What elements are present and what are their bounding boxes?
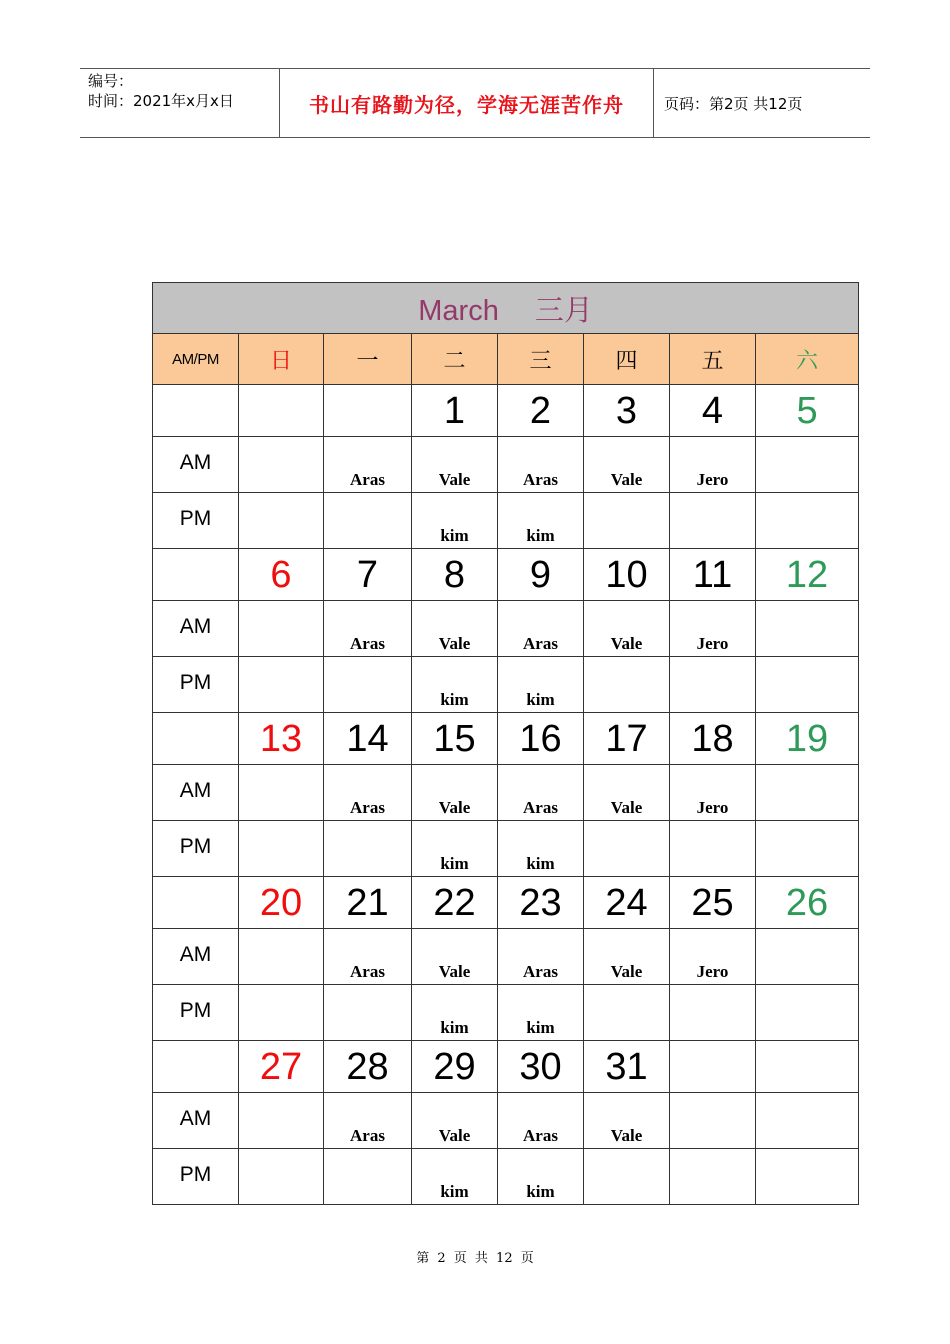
pm-assignee-cell: kim [412,493,498,549]
pm-assignee-cell [239,493,324,549]
am-assignee-cell: Aras [498,765,584,821]
pm-row [153,1149,859,1205]
month-name-cn: 三月 [534,294,593,327]
am-assignee-cell: Aras [324,765,412,821]
pm-assignee-cell [756,657,859,713]
date-cell: 2 [498,385,584,437]
date-cell: 11 [670,549,756,601]
date-cell: 26 [756,877,859,929]
pm-assignee-cell [670,1149,756,1205]
pm-assignee-cell: kim [498,493,584,549]
am-label: AM [153,1093,239,1149]
pm-assignee-cell [756,493,859,549]
week-label-cell [153,385,239,437]
am-assignee-cell [670,1093,756,1149]
date-cell: 23 [498,877,584,929]
pm-assignee-cell [670,493,756,549]
date-cell: 25 [670,877,756,929]
pm-assignee-cell [670,657,756,713]
weekday-fri: 五 [670,334,756,385]
weekday-wed: 三 [498,334,584,385]
pm-row [153,657,859,713]
am-assignee-cell: Aras [324,601,412,657]
pm-label: PM [153,985,239,1041]
pm-assignee-cell: kim [412,985,498,1041]
pm-assignee-cell [324,985,412,1041]
date-cell: 13 [239,713,324,765]
date-cell: 29 [412,1041,498,1093]
am-assignee-cell [239,929,324,985]
pm-assignee-cell: kim [412,821,498,877]
am-assignee-cell: Aras [324,929,412,985]
month-title [153,283,859,334]
doc-number: 编号： [88,72,134,90]
am-assignee-cell [239,437,324,493]
page-info: 页码：第2页 共12页 [664,94,803,113]
am-assignee-cell: Jero [670,765,756,821]
date-cell: 7 [324,549,412,601]
weekday-sun: 日 [239,334,324,385]
date-cell: 30 [498,1041,584,1093]
ampm-header: AM/PM [153,334,239,385]
motto: 书山有路勤为径，学海无涯苦作舟 [280,69,654,137]
pm-row [153,821,859,877]
pm-label: PM [153,493,239,549]
pm-assignee-cell: kim [498,821,584,877]
doc-date: 时间：2021年x月x日 [88,92,234,110]
page-footer: 第 2 页 共 12 页 [416,1251,534,1266]
date-cell [239,385,324,437]
week-label-cell [153,1041,239,1093]
pm-assignee-cell [584,985,670,1041]
date-cell [756,1041,859,1093]
pm-assignee-cell: kim [498,1149,584,1205]
pm-assignee-cell [239,821,324,877]
am-assignee-cell [756,601,859,657]
date-cell: 27 [239,1041,324,1093]
am-label: AM [153,437,239,493]
am-assignee-cell [756,1093,859,1149]
am-assignee-cell: Jero [670,929,756,985]
date-cell: 1 [412,385,498,437]
doc-meta [80,69,280,137]
pm-assignee-cell [239,1149,324,1205]
am-assignee-cell: Vale [584,437,670,493]
am-assignee-cell [239,765,324,821]
am-label: AM [153,601,239,657]
pm-assignee-cell [584,821,670,877]
pm-assignee-cell [584,493,670,549]
pm-assignee-cell [239,657,324,713]
am-assignee-cell: Aras [498,437,584,493]
am-assignee-cell [756,929,859,985]
pm-assignee-cell [584,1149,670,1205]
pm-assignee-cell [324,821,412,877]
am-row [153,929,859,985]
am-assignee-cell [239,1093,324,1149]
date-cell: 28 [324,1041,412,1093]
am-assignee-cell: Jero [670,601,756,657]
pm-assignee-cell [756,1149,859,1205]
pm-assignee-cell [324,657,412,713]
am-assignee-cell: Vale [584,765,670,821]
am-assignee-cell [756,437,859,493]
weekday-tue: 二 [412,334,498,385]
am-assignee-cell: Vale [412,765,498,821]
month-title-row [153,283,859,334]
am-assignee-cell: Aras [498,929,584,985]
week-label-cell [153,877,239,929]
am-assignee-cell: Aras [498,1093,584,1149]
date-cell: 12 [756,549,859,601]
am-assignee-cell [239,601,324,657]
am-row [153,765,859,821]
pm-assignee-cell [756,821,859,877]
pm-assignee-cell [324,493,412,549]
date-cell: 18 [670,713,756,765]
week-dates-row [153,877,859,929]
week-dates-row [153,1041,859,1093]
weekday-mon: 一 [324,334,412,385]
pm-assignee-cell [670,985,756,1041]
am-assignee-cell: Vale [412,1093,498,1149]
date-cell: 6 [239,549,324,601]
am-label: AM [153,765,239,821]
pm-assignee-cell: kim [498,985,584,1041]
am-assignee-cell: Vale [412,437,498,493]
week-dates-row [153,713,859,765]
date-cell: 10 [584,549,670,601]
date-cell: 17 [584,713,670,765]
pm-label: PM [153,657,239,713]
pm-assignee-cell [756,985,859,1041]
weekday-sat: 六 [756,334,859,385]
am-assignee-cell: Vale [412,601,498,657]
am-row [153,437,859,493]
date-cell: 5 [756,385,859,437]
pm-label: PM [153,1149,239,1205]
pm-row [153,985,859,1041]
weekday-header-row [153,334,859,385]
am-assignee-cell: Aras [324,437,412,493]
date-cell: 19 [756,713,859,765]
week-dates-row [153,385,859,437]
pm-assignee-cell: kim [498,657,584,713]
pm-assignee-cell: kim [412,1149,498,1205]
date-cell: 20 [239,877,324,929]
pm-assignee-cell [324,1149,412,1205]
weekday-thu: 四 [584,334,670,385]
date-cell: 31 [584,1041,670,1093]
pm-assignee-cell [670,821,756,877]
date-cell: 15 [412,713,498,765]
pm-assignee-cell: kim [412,657,498,713]
date-cell: 22 [412,877,498,929]
date-cell: 3 [584,385,670,437]
pm-assignee-cell [239,985,324,1041]
am-assignee-cell: Vale [584,601,670,657]
pm-label: PM [153,821,239,877]
month-name-en: March [418,294,499,327]
am-assignee-cell: Vale [584,929,670,985]
am-assignee-cell: Aras [498,601,584,657]
month-calendar [152,282,859,1205]
week-label-cell [153,713,239,765]
date-cell: 4 [670,385,756,437]
date-cell [324,385,412,437]
am-assignee-cell: Aras [324,1093,412,1149]
pm-assignee-cell [584,657,670,713]
page-header [80,68,870,138]
am-assignee-cell: Jero [670,437,756,493]
date-cell [670,1041,756,1093]
date-cell: 16 [498,713,584,765]
am-assignee-cell: Vale [584,1093,670,1149]
date-cell: 21 [324,877,412,929]
week-dates-row [153,549,859,601]
am-label: AM [153,929,239,985]
week-label-cell [153,549,239,601]
date-cell: 14 [324,713,412,765]
am-assignee-cell [756,765,859,821]
date-cell: 8 [412,549,498,601]
am-row [153,1093,859,1149]
pm-row [153,493,859,549]
am-row [153,601,859,657]
am-assignee-cell: Vale [412,929,498,985]
date-cell: 9 [498,549,584,601]
date-cell: 24 [584,877,670,929]
